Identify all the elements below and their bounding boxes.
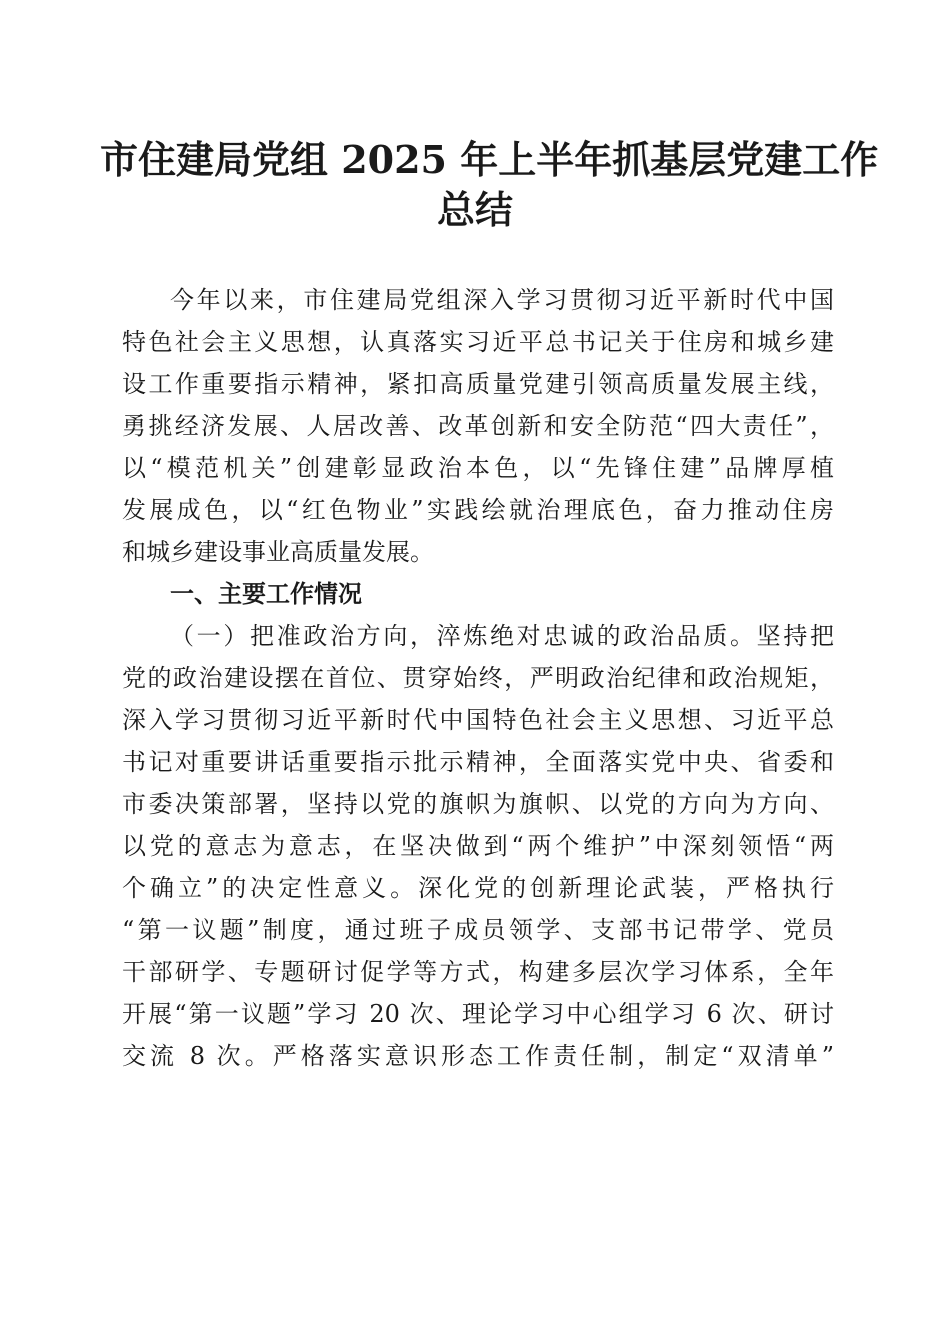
paragraph-line: （一）把准政治方向，淬炼绝对忠诚的政治品质。坚持把 [170, 622, 834, 650]
paragraph-line: 市委决策部署，坚持以党的旗帜为旗帜、以党的方向为方向、 [122, 790, 834, 818]
section-heading: 一、主要工作情况 [170, 580, 362, 608]
paragraph-line: 个确立”的决定性意义。深化党的创新理论武装，严格执行 [122, 874, 834, 902]
paragraph-line: 勇挑经济发展、人居改善、改革创新和安全防范“四大责任”， [122, 412, 834, 440]
title-line-1: 市住建局党组 2025 年上半年抓基层党建工作 [100, 137, 879, 182]
paragraph-line: “第一议题”制度，通过班子成员领学、支部书记带学、党员 [122, 916, 834, 944]
paragraph-line: 今年以来，市住建局党组深入学习贯彻习近平新时代中国 [170, 286, 834, 314]
title-line-2: 总结 [436, 187, 513, 232]
paragraph-line: 和城乡建设事业高质量发展。 [122, 538, 434, 566]
paragraph-line: 发展成色，以“红色物业”实践绘就治理底色，奋力推动住房 [122, 496, 834, 524]
paragraph-line: 深入学习贯彻习近平新时代中国特色社会主义思想、习近平总 [122, 706, 834, 734]
paragraph-line: 以党的意志为意志，在坚决做到“两个维护”中深刻领悟“两 [122, 832, 834, 860]
paragraph-line: 书记对重要讲话重要指示批示精神，全面落实党中央、省委和 [122, 748, 834, 776]
paragraph-line: 特色社会主义思想，认真落实习近平总书记关于住房和城乡建 [122, 328, 834, 356]
paragraph-line: 干部研学、专题研讨促学等方式，构建多层次学习体系，全年 [122, 958, 834, 986]
document-body [122, 279, 834, 1077]
paragraph-line: 设工作重要指示精神，紧扣高质量党建引领高质量发展主线， [122, 370, 834, 398]
paragraph-line: 党的政治建设摆在首位、贯穿始终，严明政治纪律和政治规矩， [122, 664, 834, 692]
paragraph-line: 开展“第一议题”学习 20 次、理论学习中心组学习 6 次、研讨 [122, 1000, 834, 1028]
paragraph-line: 以“模范机关”创建彰显政治本色，以“先锋住建”品牌厚植 [122, 454, 834, 482]
document-title [100, 135, 879, 235]
paragraph-line: 交流 8 次。严格落实意识形态工作责任制，制定“双清单” [122, 1042, 834, 1070]
